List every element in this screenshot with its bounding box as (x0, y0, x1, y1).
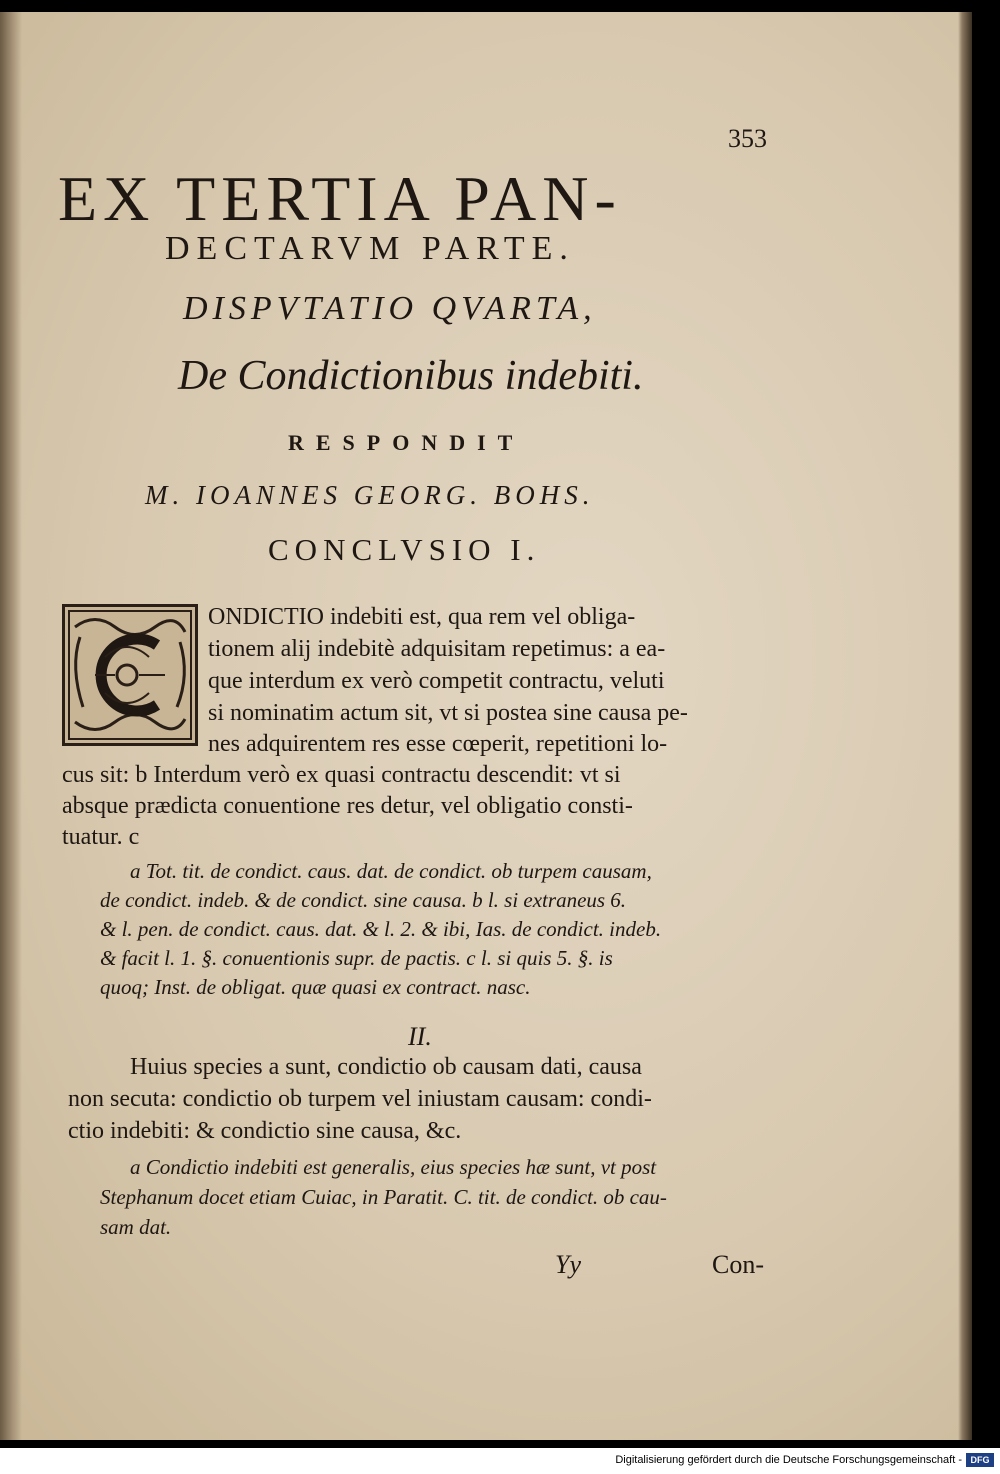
book-page (0, 12, 972, 1440)
signature-mark: Yy (555, 1250, 581, 1279)
title-line-2: DECTARVM PARTE. (165, 230, 575, 267)
catchword: Con- (712, 1250, 764, 1279)
footnote-line: & facit l. 1. §. conuentionis supr. de pactis. c l. si quis 5. §. is (100, 946, 613, 970)
ornament-icon (65, 607, 195, 743)
text-line: tionem alij indebitè adquisitam repetimus: a ea- (208, 636, 666, 662)
text-line: cus sit: b Interdum verò ex quasi contractu descendit: vt si (62, 762, 621, 788)
page-left-edge (0, 12, 22, 1440)
text-line: ONDICTIO indebiti est, qua rem vel obliga- (208, 604, 636, 630)
text-line: ctio indebiti: & condictio sine causa, &c. (68, 1118, 462, 1144)
text-line: non secuta: condictio ob turpem vel iniustam causam: condi- (68, 1086, 652, 1112)
footer-bar (0, 1448, 1000, 1474)
text-line: absque prædicta conuentione res detur, vel obligatio consti- (62, 793, 633, 819)
conclusio-numeral: II. (408, 1022, 432, 1051)
footnote-line: quoq; Inst. de obligat. quæ quasi ex contract. nasc. (100, 975, 531, 999)
disputation-heading: DISPVTATIO QVARTA, (183, 290, 597, 327)
text-line: nes adquirentem res esse cœperit, repetitioni lo- (208, 731, 668, 757)
footnote-line: Stephanum docet etiam Cuiac, in Paratit. C. tit. de condict. ob cau- (100, 1185, 667, 1209)
text-line: Huius species a sunt, condictio ob causam dati, causa (130, 1054, 642, 1080)
page-right-edge (958, 12, 972, 1440)
title-line-1: EX TERTIA PAN- (58, 163, 622, 234)
page-number: 353 (728, 124, 767, 153)
footnote-line: & l. pen. de condict. caus. dat. & l. 2. & ibi, Ias. de condict. indeb. (100, 917, 662, 941)
text-line: si nominatim actum sit, vt si postea sine causa pe- (208, 700, 688, 726)
footnote-line: sam dat. (100, 1215, 172, 1239)
footnote-line: a Tot. tit. de condict. caus. dat. de condict. ob turpem causam, (130, 859, 652, 883)
text-line: que interdum ex verò competit contractu, veluti (208, 668, 665, 694)
footnote-line: de condict. indeb. & de condict. sine causa. b l. si extraneus 6. (100, 888, 627, 912)
footnote-line: a Condictio indebiti est generalis, eius species hæ sunt, vt post (130, 1155, 657, 1179)
disputation-subject: De Condictionibus indebiti. (178, 353, 644, 399)
respondit-label: RESPONDIT (288, 430, 525, 455)
respondent-name: M. IOANNES GEORG. BOHS. (145, 480, 595, 510)
funding-notice: Digitalisierung gefördert durch die Deutsche Forschungsgemeinschaft - (615, 1454, 962, 1466)
conclusio-heading: CONCLVSIO I. (268, 532, 541, 567)
dfg-logo-icon[interactable]: DFG (966, 1453, 994, 1467)
decorated-initial-c (62, 604, 198, 746)
text-line: tuatur. c (62, 824, 140, 850)
